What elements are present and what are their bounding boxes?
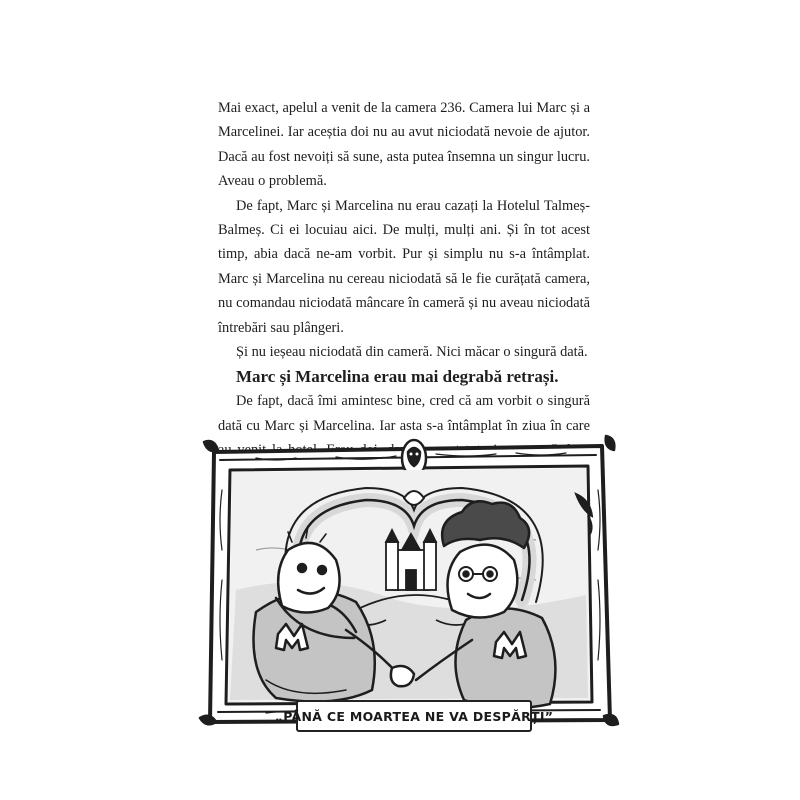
paragraph-4: De fapt, dacă îmi amintesc bine, cred că am vorbit o singură dată cu Marc și Marcelina. Iar asta s-a întâmplat în ziua în care [218, 393, 590, 434]
emphasis-line: Marc și Marcelina erau mai degrabă retrași. [236, 367, 559, 387]
caption-banner [274, 700, 554, 732]
paragraph-1: Mai exact, apelul a venit de la camera 236. Camera lui Marc și a Marcelinei. Iar aceștia doi nu au avut niciodată nevoie de ajutor. Dacă au fost nevoiți să sune, asta putea însemna un singur lucru. Aveau o problemă. [218, 100, 590, 190]
caption-text: „PÂNĂ CE MOARTEA NE VA DESPĂRȚI” [274, 708, 554, 724]
wedding-portrait-illustration [196, 430, 626, 740]
paragraph-3: Și nu ieșeau niciodată din cameră. Nici măcar o singură dată. [236, 344, 588, 361]
paragraph-2: De fapt, Marc și Marcelina nu erau cazați la Hotelul Talmeș-Balmeș. Ci ei locuiau aici. De mulți, mulți ani. Și în tot acest timp, abia dacă ne-am vorbit. Pur și simplu nu s-a întâmplat. Marc și Marcelina nu cereau niciodată să le fie curățată camera, nu comandau niciodată mâncare în cameră și nu aveau niciodată întrebări sau plângeri. [218, 197, 590, 336]
body-text [218, 96, 590, 487]
